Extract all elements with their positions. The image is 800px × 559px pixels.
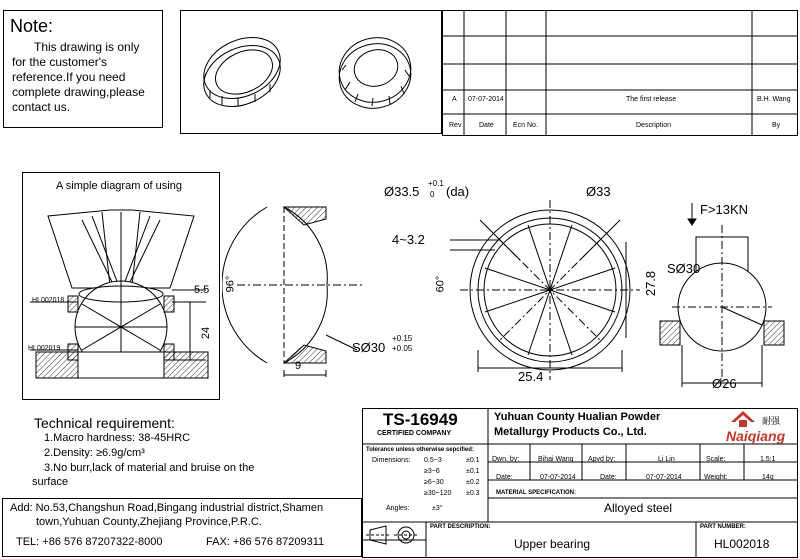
front-slot: 4~3.2 (392, 232, 425, 247)
apvd-label: Apvd by: (588, 456, 616, 463)
by-header: By (772, 122, 781, 129)
rev-cell: A (452, 96, 457, 103)
rev-by-cell: B.H. Wang (757, 96, 791, 103)
part-no-value: HL002018 (714, 537, 770, 551)
apvd-value: Li Lin (658, 456, 675, 463)
rev-description-cell: The first release (626, 96, 677, 103)
tol-value: ±0.1 (466, 468, 480, 475)
tol-value: ±0.1 (466, 457, 480, 464)
rev-header: Rev (449, 122, 462, 129)
note-line: contact us. (12, 100, 71, 114)
scale-label: Scale: (706, 456, 726, 463)
load-sphere: SØ30 (667, 261, 701, 276)
tol-value: ±0.3 (466, 490, 480, 497)
section-view (222, 195, 372, 385)
tolerance-title: Tolerance unless otherwise sepcified: (366, 447, 474, 453)
date2-value: 07-07-2014 (646, 474, 682, 481)
description-header: Description (636, 122, 672, 129)
usage-dim-55: 5.5 (194, 284, 210, 296)
date-value: 07-07-2014 (540, 474, 576, 481)
dimensions-label: Dimensions: (372, 457, 411, 464)
tol-range: ≥6~30 (424, 479, 444, 486)
dwn-label: Dwn. by: (492, 456, 520, 463)
usage-dim-24: 24 (200, 326, 213, 340)
material-value: Alloyed steel (604, 501, 673, 515)
note-line: reference.If you need (12, 70, 126, 84)
part-no-label: PART NUMBER: (700, 524, 746, 530)
rev-date-cell: 07-07-2014 (468, 96, 504, 103)
dwn-value: Bihai Wang (538, 456, 574, 463)
ring-iso-left (194, 26, 290, 119)
fax: FAX: +86 576 87209311 (206, 536, 325, 548)
tech-item: 3.No burr,lack of material and bruise on the (44, 462, 255, 474)
section-tol-plus: +0.15 (392, 334, 413, 343)
tech-title: Technical requirement: (34, 415, 175, 431)
part-desc-value: Upper bearing (514, 537, 591, 551)
usage-diagram (22, 172, 220, 400)
tol-range: ≥3~6 (424, 468, 440, 475)
date2-label: Date: (600, 474, 617, 481)
material-label: MATERIAL SPECIFICATION: (496, 490, 576, 496)
front-width: 25.4 (518, 369, 544, 384)
logo-text: Naiqiang (726, 428, 786, 444)
section-tol-minus: +0.05 (392, 344, 413, 353)
usage-title: A simple diagram of using (56, 180, 182, 192)
tech-item: 2.Density: ≥6.9g/cm³ (44, 447, 145, 459)
load-view (652, 195, 798, 395)
ring-iso-right (332, 30, 418, 116)
front-outer-diameter: Ø33.5 (384, 184, 420, 199)
ecn-header: Ecn No. (513, 122, 538, 129)
usage-label-bottom: HL002019 (28, 345, 61, 352)
usage-label-top: HL002018 (32, 297, 65, 304)
note-line: complete drawing,please (12, 85, 145, 99)
note-title: Note: (10, 16, 54, 36)
tol-value: ±0.2 (466, 479, 480, 486)
tel: TEL: +86 576 87207322-8000 (16, 536, 163, 548)
front-inner-diameter: Ø33 (586, 184, 611, 199)
tech-item: surface (32, 476, 69, 488)
section-width: 9 (295, 360, 302, 372)
load-diameter: Ø26 (712, 376, 737, 391)
company-line1: Yuhuan County Hualian Powder (494, 411, 661, 423)
scale-value: 1.5:1 (760, 456, 776, 463)
note-line: for the customer's (12, 55, 107, 69)
section-angle: 96° (224, 275, 237, 293)
isometric-views (180, 10, 442, 134)
date-label: Date: (496, 474, 513, 481)
front-height: 27.8 (643, 270, 659, 297)
section-sphere-radius: SØ30 (352, 340, 386, 355)
cert: TS-16949 (383, 410, 458, 429)
tol-range: ≥30~120 (424, 490, 452, 497)
tech-item: 1.Macro hardness: 38-45HRC (44, 432, 191, 444)
company-line2: Metallurgy Products Co., Ltd. (494, 426, 647, 438)
front-outer-tol-zero: 0 (430, 190, 435, 199)
angles-value: ±3° (432, 505, 443, 512)
address-line2: town,Yuhuan County,Zhejiang Province,P.R.C. (36, 516, 262, 528)
projection-symbol-icon (366, 524, 422, 546)
front-angle: 60° (434, 275, 447, 293)
part-desc-label: PART DESCRIPTION: (430, 524, 491, 530)
tol-range: 0.5~3 (424, 457, 442, 464)
load-force: F>13KN (700, 202, 749, 217)
logo-icon (730, 410, 756, 428)
logo-cn: 耐强 (762, 417, 781, 427)
revision-table (442, 10, 798, 136)
date-header: Date (479, 122, 494, 129)
weight-value: 14g (762, 474, 774, 481)
address-line1: Add: No.53,Changshun Road,Bingang industrial district,Shamen (10, 502, 324, 514)
angles-label: Angles: (386, 505, 410, 512)
note-line: This drawing is only (34, 40, 140, 54)
front-outer-tol-plus: +0.1 (428, 179, 444, 188)
weight-label: Weight: (704, 474, 728, 481)
cert-sub: CERTIFIED COMPANY (377, 430, 452, 437)
front-outer-suffix: (da) (446, 184, 470, 199)
